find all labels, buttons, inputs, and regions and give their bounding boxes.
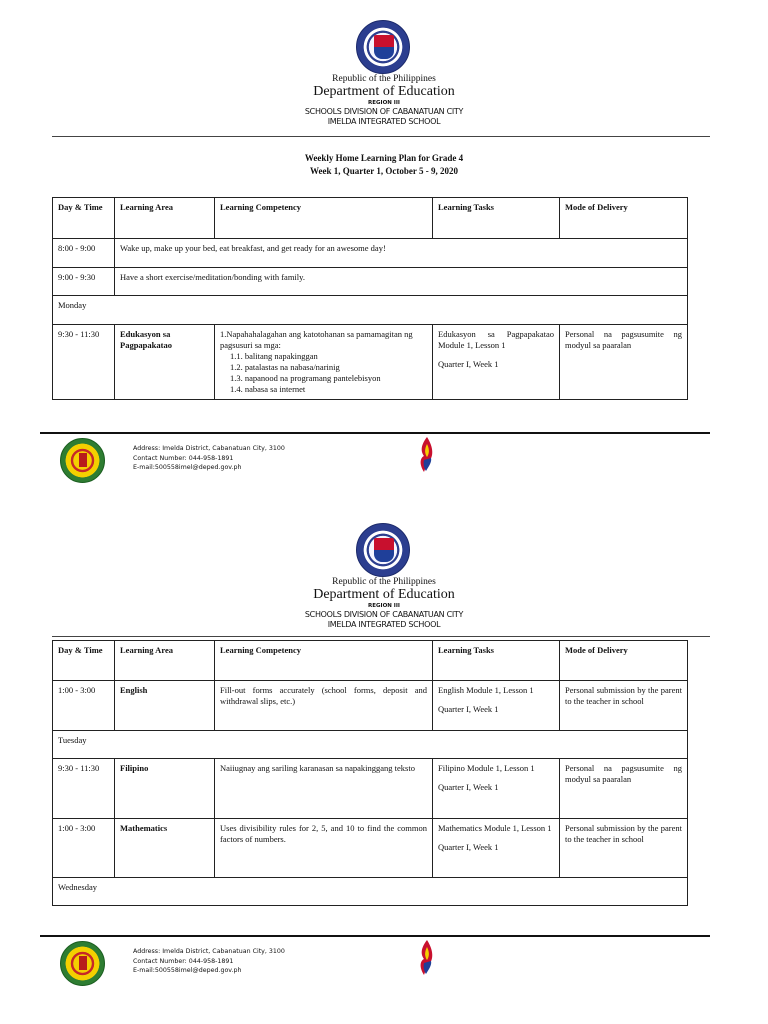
department-title: Department of Education	[313, 84, 455, 99]
letterhead	[0, 74, 768, 127]
footer-contact	[133, 947, 285, 976]
school-label: IMELDA INTEGRATED SCHOOL	[327, 620, 441, 629]
deped-seal-icon	[356, 523, 410, 577]
task-module: Mathematics Module 1, Lesson 1	[438, 823, 552, 833]
region-label: REGION III	[368, 603, 400, 609]
plan-table-2	[52, 640, 688, 906]
competency-intro: 1.Napahahalagahan ang katotohanan sa pamamagitan ng pagsusuri sa mga:	[220, 329, 413, 350]
row-mode-of-delivery: Personal na pagsusumite ng modyul sa paaralan	[560, 759, 688, 819]
plan-title-line2: Week 1, Quarter 1, October 5 - 9, 2020	[310, 166, 458, 176]
table-row	[53, 681, 688, 731]
row-time: 1:00 - 3:00	[53, 681, 115, 731]
row-competency: Uses divisibility rules for 2, 5, and 10 to find the common factors of numbers.	[215, 819, 433, 878]
day-label-wednesday: Wednesday	[53, 878, 688, 906]
row-competency: Naiiugnay ang sariling karanasan sa napakinggang teksto	[215, 759, 433, 819]
task-quarter: Quarter I, Week 1	[438, 842, 499, 852]
school-logo-icon	[60, 941, 105, 986]
row-learning-area: English	[115, 681, 215, 731]
table-row	[53, 819, 688, 878]
footer-email: E-mail:500558imel@deped.gov.ph	[133, 967, 242, 974]
day-label-tuesday: Tuesday	[53, 731, 688, 759]
col-header-learning-tasks: Learning Tasks	[433, 641, 560, 681]
table-row	[53, 239, 688, 268]
row-learning-task	[433, 325, 560, 400]
footer-contact	[133, 444, 285, 473]
footer-contact-number: Contact Number: 044-958-1891	[133, 957, 234, 965]
row-time: 8:00 - 9:00	[53, 239, 115, 268]
row-time: 9:30 - 11:30	[53, 759, 115, 819]
day-row	[53, 731, 688, 759]
row-learning-task	[433, 819, 560, 878]
row-time: 1:00 - 3:00	[53, 819, 115, 878]
department-title: Department of Education	[313, 587, 455, 602]
footer-contact-number: Contact Number: 044-958-1891	[133, 454, 234, 462]
deped-seal-icon	[356, 20, 410, 74]
task-module: Edukasyon sa Pagpapakatao Module 1, Lesson 1	[438, 329, 554, 350]
task-quarter: Quarter I, Week 1	[438, 782, 499, 792]
footer-address: Address: Imelda District, Cabanatuan City, 3100	[133, 445, 285, 452]
plan-title-line1: Weekly Home Learning Plan for Grade 4	[304, 153, 464, 163]
row-activity: Have a short exercise/meditation/bonding with family.	[115, 268, 688, 296]
division-label: SCHOOLS DIVISION OF CABANATUAN CITY	[304, 107, 464, 116]
task-module: Filipino Module 1, Lesson 1	[438, 763, 535, 773]
republic-label: Republic of the Philippines	[332, 74, 436, 84]
footer-divider	[40, 935, 710, 937]
school-label: IMELDA INTEGRATED SCHOOL	[327, 117, 441, 126]
footer-divider	[40, 432, 710, 434]
competency-item: 1.3. napanood na programang pantelebisyon	[230, 373, 381, 383]
row-activity: Wake up, make up your bed, eat breakfast, and get ready for an awesome day!	[115, 239, 688, 268]
division-label: SCHOOLS DIVISION OF CABANATUAN CITY	[304, 610, 464, 619]
footer-email: E-mail:500558imel@deped.gov.ph	[133, 464, 242, 471]
header-divider	[52, 136, 710, 137]
competency-item: 1.2. patalastas na nabasa/narinig	[230, 362, 340, 372]
row-competency	[215, 325, 433, 400]
school-logo-icon	[60, 438, 105, 483]
table-header-row	[53, 641, 688, 681]
row-competency: Fill-out forms accurately (school forms, deposit and withdrawal slips, etc.)	[215, 681, 433, 731]
col-header-learning-competency: Learning Competency	[215, 198, 433, 239]
document-page-1	[0, 0, 768, 500]
region-label: REGION III	[368, 100, 400, 106]
row-mode-of-delivery: Personal submission by the parent to the teacher in school	[560, 681, 688, 731]
row-learning-area: Edukasyon sa Pagpapakatao	[115, 325, 215, 400]
row-mode-of-delivery: Personal submission by the parent to the teacher in school	[560, 819, 688, 878]
table-header-row	[53, 198, 688, 239]
col-header-day-time: Day & Time	[53, 198, 115, 239]
col-header-mode-of-delivery: Mode of Delivery	[560, 641, 688, 681]
competency-item: 1.1. balitang napakinggan	[230, 351, 318, 361]
task-quarter: Quarter I, Week 1	[438, 359, 499, 369]
republic-label: Republic of the Philippines	[332, 577, 436, 587]
col-header-learning-area: Learning Area	[115, 198, 215, 239]
row-time: 9:00 - 9:30	[53, 268, 115, 296]
row-time: 9:30 - 11:30	[53, 325, 115, 400]
table-row	[53, 759, 688, 819]
day-row	[53, 878, 688, 906]
task-quarter: Quarter I, Week 1	[438, 704, 499, 714]
day-row	[53, 296, 688, 325]
col-header-learning-area: Learning Area	[115, 641, 215, 681]
row-mode-of-delivery: Personal na pagsusumite ng modyul sa paaralan	[560, 325, 688, 400]
competency-item: 1.4. nabasa sa internet	[230, 384, 306, 394]
deped-flame-icon	[416, 436, 438, 474]
task-module: English Module 1, Lesson 1	[438, 685, 534, 695]
col-header-learning-competency: Learning Competency	[215, 641, 433, 681]
document-page-2	[0, 505, 768, 1024]
header-divider	[52, 636, 710, 637]
row-learning-task	[433, 759, 560, 819]
plan-title	[0, 152, 768, 178]
table-row	[53, 325, 688, 400]
table-row	[53, 268, 688, 296]
row-learning-task	[433, 681, 560, 731]
deped-flame-icon	[416, 939, 438, 977]
col-header-learning-tasks: Learning Tasks	[433, 198, 560, 239]
col-header-day-time: Day & Time	[53, 641, 115, 681]
col-header-mode-of-delivery: Mode of Delivery	[560, 198, 688, 239]
row-learning-area: Mathematics	[115, 819, 215, 878]
day-label-monday: Monday	[53, 296, 688, 325]
letterhead	[0, 577, 768, 630]
plan-table-1	[52, 197, 688, 400]
footer-address: Address: Imelda District, Cabanatuan City, 3100	[133, 948, 285, 955]
row-learning-area: Filipino	[115, 759, 215, 819]
